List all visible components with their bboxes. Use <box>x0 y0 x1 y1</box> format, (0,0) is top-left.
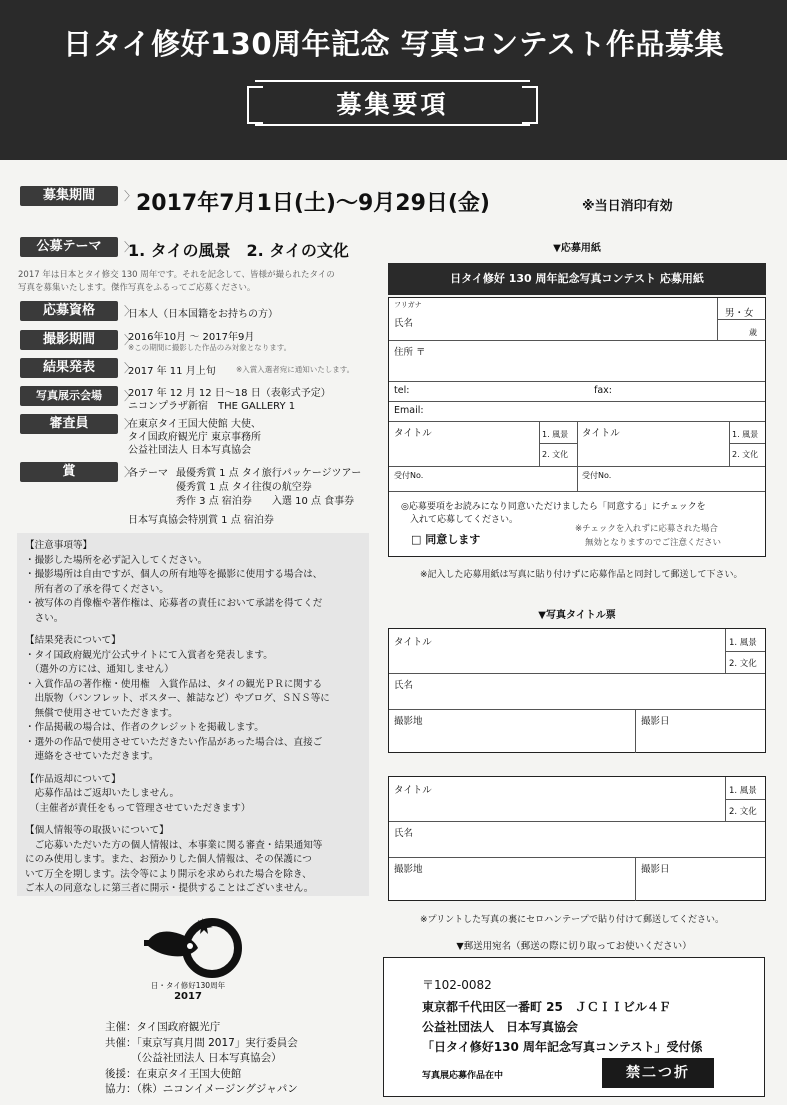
mailing-label <box>383 957 765 1097</box>
prize-line: 最優秀賞 1 点 タイ旅行パッケージツアー <box>176 468 362 479</box>
email-label[interactable]: Email: <box>394 405 424 416</box>
eligibility-text: 日本人（日本国籍をお持ちの方） <box>128 309 278 320</box>
credits <box>84 1020 298 1098</box>
announcement-label: 結果発表 〉 <box>20 358 118 378</box>
tel-label[interactable]: tel: <box>394 385 410 396</box>
credit-row <box>84 1082 298 1098</box>
exhibition-label: 写真展示会場 〉 <box>20 386 118 406</box>
mailing-org: 公益社団法人 日本写真協会 <box>422 1020 579 1034</box>
credit-key <box>84 1051 126 1067</box>
credit-row <box>84 1051 298 1067</box>
credit-value: ：「東京写真月間 2017」実行委員会 <box>126 1036 298 1049</box>
category-culture[interactable]: 2. 文化 <box>729 659 757 669</box>
theme-intro <box>18 269 368 295</box>
prizes-each-theme: 各テーマ <box>128 468 168 479</box>
prize-special: 日本写真協会特別賞 1 点 宿泊券 <box>128 515 274 526</box>
slip-name-label[interactable]: 氏名 <box>394 828 414 839</box>
credit-key: 主催 <box>105 1021 126 1033</box>
furigana-label: フリガナ <box>394 301 422 309</box>
header-banner <box>0 0 787 160</box>
judges-label: 審査員 〉 <box>20 414 118 434</box>
entry-form-footnote: ※記入した応募用紙は写真に貼り付けずに応募作品と同封して郵送して下さい。 <box>420 570 743 580</box>
credit-value: ：（株）ニコンイメージングジャパン <box>126 1083 298 1095</box>
credit-value: （公益社団法人 日本写真協会） <box>126 1052 282 1064</box>
category-landscape[interactable]: 1. 風景 <box>729 638 757 648</box>
notes-line: ・選外の作品で使用させていただきたい作品があった場合は、直接ご <box>25 736 323 748</box>
intro-line: 2017 年は日本とタイ修交 130 周年です。それを記念して、皆様が撮られたタイの <box>18 270 335 280</box>
mailing-address: 東京都千代田区一番町 25 ＪＣＩＩビル４Ｆ <box>422 1000 671 1014</box>
period-dates: 2017年7月1日(土)～9月29日(金) <box>136 191 490 216</box>
theme-text: 1. タイの風景 2. タイの文化 <box>128 241 349 260</box>
mailing-dept: 「日タイ修好130 周年記念写真コンテスト」受付係 <box>422 1040 703 1054</box>
consent-checkbox[interactable]: □ 同意します <box>411 533 481 546</box>
category-culture[interactable]: 2. 文化 <box>729 807 757 817</box>
slip-date-label[interactable]: 撮影日 <box>641 716 670 727</box>
consent-warning: 無効となりますのでご注意ください <box>585 538 722 548</box>
mailing-enclosed: 写真展応募作品在中 <box>422 1071 504 1081</box>
period-note: ※当日消印有効 <box>582 199 673 214</box>
shooting-text: 2016年10月 ～ 2017年9月 <box>128 332 255 343</box>
notes-line: 【個人情報等の取扱いについて】 <box>25 825 169 836</box>
slip-title-label[interactable]: タイトル <box>394 785 432 796</box>
announcement-text: 2017 年 11 月上旬 <box>128 366 216 377</box>
credit-value: ：在東京タイ王国大使館 <box>126 1067 242 1080</box>
shooting-note: ※この期間に撮影した作品のみ対象となります。 <box>128 343 292 352</box>
slip-name-label[interactable]: 氏名 <box>394 680 414 691</box>
page-title: 日タイ修好130周年記念 写真コンテスト作品募集 <box>63 27 724 61</box>
entry-form <box>388 297 766 557</box>
judges-line: タイ国政府観光庁 東京事務所 <box>128 432 261 443</box>
credit-row <box>84 1020 298 1036</box>
credit-key: 協力 <box>105 1083 126 1095</box>
notes-line: ・被写体の肖像権や著作権は、応募者の責任において承諾を得てくだ <box>25 598 323 609</box>
slip-place-label[interactable]: 撮影地 <box>394 716 423 727</box>
logo-year: 2017 <box>174 991 202 1002</box>
notes-line: さい。 <box>25 612 64 624</box>
category-culture[interactable]: 2. 文化 <box>542 450 569 459</box>
notes-line: ・タイ国政府観光庁公式サイトにて入賞者を発表します。 <box>25 649 273 661</box>
title-slip-2 <box>388 776 766 901</box>
credit-value: ：タイ国政府観光庁 <box>126 1021 221 1033</box>
credit-row <box>84 1036 298 1052</box>
title-slip-1 <box>388 628 766 753</box>
credit-key: 共催 <box>105 1036 126 1049</box>
gender-option[interactable]: 男・女 <box>725 308 754 319</box>
notes-line: 【注意事項等】 <box>25 540 93 551</box>
entry-form-heading: 日タイ修好 130 周年記念写真コンテスト 応募用紙 <box>388 263 766 295</box>
anniversary-logo-icon <box>138 914 242 984</box>
shooting-label: 撮影期間 〉 <box>20 330 118 350</box>
notes-line: いて万全を期します。法令等により開示を求められた場合を除き、 <box>25 868 312 880</box>
exhibition-line1: 2017 年 12 月 12 日～18 日（表彰式予定） <box>128 388 331 399</box>
judges-line: 在東京タイ王国大使館 大使、 <box>128 419 261 430</box>
notes-line: ・撮影した場所を必ず記入してください。 <box>25 554 208 566</box>
notes-line: ご応募いただいた方の個人情報は、本事業に関る審査・結果通知等 <box>25 839 323 851</box>
consent-text: 入れて応募してください。 <box>401 515 519 525</box>
notes-box <box>17 533 369 896</box>
notes-line: 連絡をさせていただきます。 <box>25 751 159 762</box>
mailing-postal: 〒102-0082 <box>422 978 492 992</box>
page-subtitle: 募集要項 <box>255 80 530 126</box>
entry-form-section-title: ▼応募用紙 <box>553 243 601 254</box>
credit-row <box>84 1067 298 1083</box>
do-not-fold-badge: 禁二つ折 <box>602 1058 714 1088</box>
notes-line: 応募作品はご返却いたしません。 <box>25 788 180 799</box>
title-label[interactable]: タイトル <box>582 428 620 439</box>
judges-line: 公益社団法人 日本写真協会 <box>128 445 252 456</box>
category-landscape[interactable]: 1. 風景 <box>542 430 569 439</box>
category-landscape[interactable]: 1. 風景 <box>732 430 759 439</box>
logo-caption: 日・タイ修好130周年 <box>150 981 226 990</box>
eligibility-label: 応募資格 〉 <box>20 301 118 321</box>
title-slip-section-title: ▼写真タイトル票 <box>538 610 616 621</box>
receipt-label: 受付No. <box>582 471 612 480</box>
receipt-label: 受付No. <box>394 471 424 480</box>
notes-line: 出版物（パンフレット、ポスター、雑誌など）やブログ、ＳＮＳ等に <box>25 693 330 704</box>
notes-line: 【結果発表について】 <box>25 635 121 646</box>
exhibition-line2: ニコンプラザ新宿 THE GALLERY 1 <box>128 401 296 412</box>
theme-label: 公募テーマ 〉 <box>20 237 118 257</box>
notes-line: 所有者の了承を得てください。 <box>25 583 169 595</box>
title-label[interactable]: タイトル <box>394 428 432 439</box>
notes-line: ご本人の同意なしに第三者に開示・提供することはございません。 <box>25 883 314 894</box>
consent-text: ◎応募要項をお読みになり同意いただけましたら「同意する」にチェックを <box>401 502 706 512</box>
name-label[interactable]: 氏名 <box>394 318 414 329</box>
announcement-note: ※入賞入選者宛に通知いたします。 <box>236 365 355 374</box>
category-landscape[interactable]: 1. 風景 <box>729 786 757 796</box>
notes-line: ・撮影場所は自由ですが、個人の所有地等を撮影に使用する場合は、 <box>25 569 323 580</box>
consent-warning: ※チェックを入れずに応募された場合 <box>575 524 718 534</box>
notes-line: ・作品掲載の場合は、作者のクレジットを掲載します。 <box>25 722 264 733</box>
title-slip-footnote: ※プリントした写真の裏にセロハンテープで貼り付けて郵送してください。 <box>420 915 725 925</box>
fax-label[interactable]: fax: <box>594 385 612 396</box>
notes-line: ・入賞作品の著作権・使用権 入賞作品は、タイの観光ＰＲに関する <box>25 678 323 690</box>
prize-line: 優秀賞 1 点 タイ往復の航空券 <box>176 482 312 493</box>
prize-line: 秀作 3 点 宿泊券 入選 10 点 食事券 <box>176 496 355 507</box>
address-label[interactable]: 住所 〒 <box>394 347 426 358</box>
notes-line: 【作品返却について】 <box>25 773 121 785</box>
notes-line: （選外の方には、通知しません） <box>25 664 174 675</box>
period-label: 募集期間 〉 <box>20 186 118 206</box>
slip-date-label[interactable]: 撮影日 <box>641 864 670 875</box>
age-label: 歳 <box>749 328 757 337</box>
notes-line: にのみ使用します。また、お預かりした個人情報は、その保護につ <box>25 854 312 865</box>
notes-line: 無償で使用させていただきます。 <box>25 707 178 719</box>
intro-line: 写真を募集いたします。傑作写真をふるってご応募ください。 <box>18 283 256 293</box>
slip-title-label[interactable]: タイトル <box>394 637 432 648</box>
prizes-label: 賞 〉 <box>20 462 118 482</box>
slip-place-label[interactable]: 撮影地 <box>394 864 423 875</box>
credit-key: 後援 <box>105 1067 126 1080</box>
mailing-section-title: ▼郵送用宛名（郵送の際に切り取ってお使いください） <box>456 941 692 952</box>
category-culture[interactable]: 2. 文化 <box>732 450 759 459</box>
notes-line: （主催者が責任をもって管理させていただきます） <box>25 802 251 814</box>
